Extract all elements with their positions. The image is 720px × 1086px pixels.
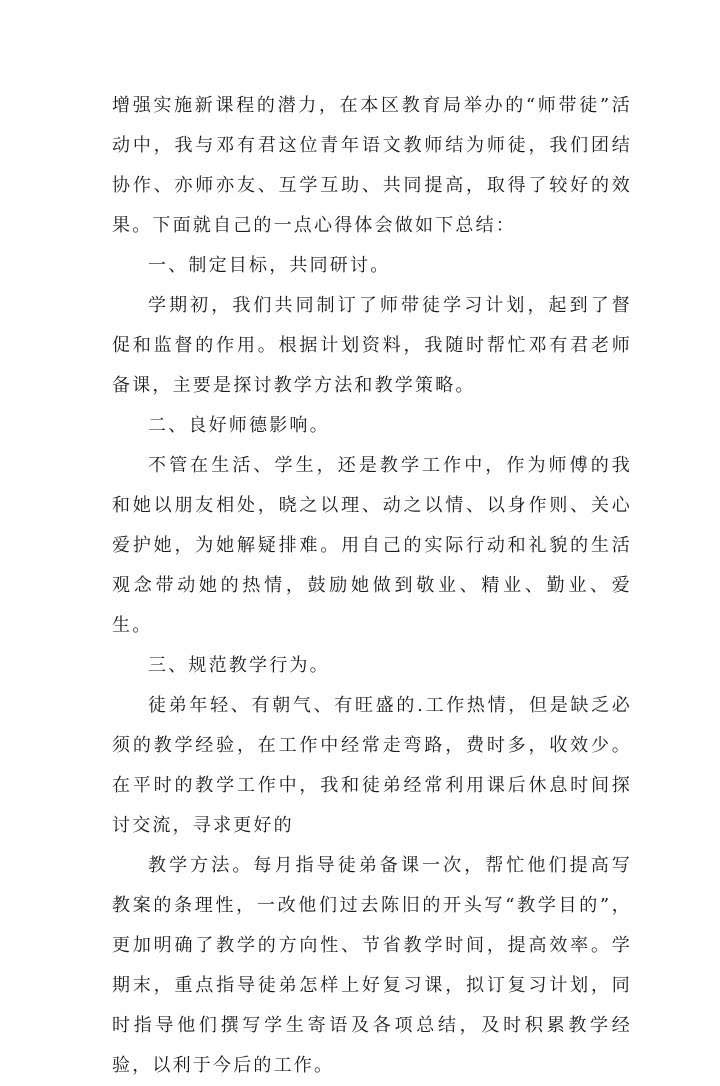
paragraph-section-3-continued: 教学方法。每月指导徒弟备课一次，帮忙他们提高写教案的条理性，一改他们过去陈旧的开头写“教学目的”，更加明确了教学的方向性、节省教学时间，提高效率。学期末，重点指导徒弟怎样上好复习课，拟订复习计划，同时指导他们撰写学生寄语及各项总结，及时积累教学经验，以利于今后的工作。 xyxy=(112,855,632,1076)
heading-section-1: 一、制定目标，共同研讨。 xyxy=(148,255,391,276)
paragraph-section-1: 学期初，我们共同制订了师带徒学习计划，起到了督促和监督的作用。根据计划资料，我随时帮忙邓有君老师备课，主要是探讨教学方法和教学策略。 xyxy=(112,295,632,396)
heading-section-3: 三、规范教学行为。 xyxy=(148,655,330,676)
document-body xyxy=(112,86,632,1086)
paragraph-intro: 增强实施新课程的潜力，在本区教育局举办的“师带徒”活动中，我与邓有君这位青年语文教师结为师徒，我们团结协作、亦师亦友、互学互助、共同提高，取得了较好的效果。下面就自己的一点心得体会做如下总结： xyxy=(112,95,632,236)
paragraph-section-3: 徒弟年轻、有朝气、有旺盛的.工作热情，但是缺乏必须的教学经验，在工作中经常走弯路，费时多，收效少。在平时的教学工作中，我和徒弟经常利用课后休息时间探讨交流，寻求更好的 xyxy=(112,695,632,836)
heading-section-2: 二、良好师德影响。 xyxy=(148,415,330,436)
paragraph-section-2: 不管在生活、学生，还是教学工作中，作为师傅的我和她以朋友相处，晓之以理、动之以情、以身作则、关心爱护她，为她解疑排难。用自己的实际行动和礼貌的生活观念带动她的热情，鼓励她做到敬业、精业、勤业、爱生。 xyxy=(112,455,632,636)
